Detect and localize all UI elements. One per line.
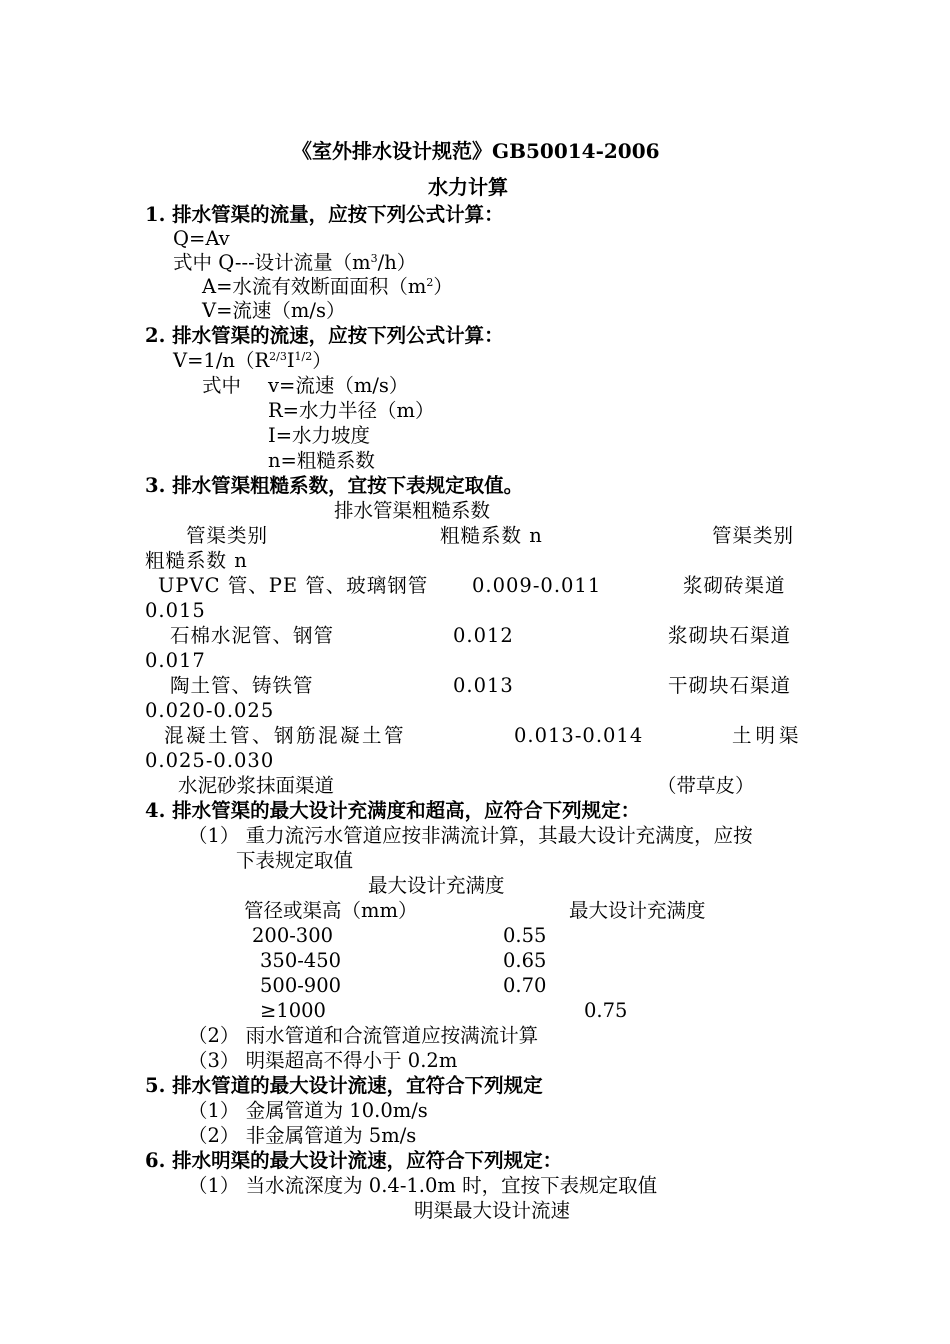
table-header: 粗糙系数 n bbox=[440, 524, 543, 547]
table-cell: 0.75 bbox=[584, 999, 628, 1022]
section-1-def-q: 式中 Q---设计流量$(m^3/h)$ bbox=[173, 251, 417, 274]
table-cell: 0.012 bbox=[453, 624, 514, 647]
table-cell: UPVC 管、PE 管、玻璃钢管 bbox=[158, 574, 429, 597]
section-5-heading: 5. 排水管道的最大设计流速，宜符合下列规定 bbox=[145, 1074, 543, 1097]
section-4-heading: 4. 排水管渠的最大设计充满度和超高，应符合下列规定： bbox=[145, 799, 641, 822]
section-6-heading: 6. 排水明渠的最大设计流速，应符合下列规定： bbox=[145, 1149, 563, 1172]
fullness-table-title: 最大设计充满度 bbox=[368, 874, 505, 897]
table-cell: 0.017 bbox=[145, 649, 206, 672]
table-cell: 350-450 bbox=[260, 949, 342, 972]
table-cell: 0.013-0.014 bbox=[514, 724, 644, 747]
table-cell: 500-900 bbox=[260, 974, 342, 997]
section-4-item-2: （2） 雨水管道和合流管道应按满流计算 bbox=[188, 1024, 539, 1047]
document-title: 《室外排水设计规范》GB50014-2006 bbox=[292, 139, 660, 163]
section-4-item-3: （3） 明渠超高不得小于 0.2m bbox=[188, 1049, 458, 1072]
table-cell: ≥1000 bbox=[260, 999, 326, 1022]
roughness-table-title: 排水管渠粗糙系数 bbox=[334, 499, 491, 522]
table-cell: 0.55 bbox=[503, 924, 547, 947]
section-2-heading: 2. 排水管渠的流速，应按下列公式计算： bbox=[145, 324, 504, 347]
section-2-def-i: I=水力坡度 bbox=[268, 424, 371, 447]
section-2-def-n: n=粗糙系数 bbox=[268, 449, 375, 472]
table-cell: 干砌块石渠道 bbox=[668, 674, 792, 697]
table-cell: 土明渠 bbox=[732, 724, 803, 747]
table-cell: 陶土管、铸铁管 bbox=[170, 674, 314, 697]
section-2-def-r: R=水力半径（m） bbox=[268, 399, 435, 422]
table-cell: 0.015 bbox=[145, 599, 206, 622]
section-6-item-1: （1） 当水流深度为 0.4-1.0m 时，宜按下表规定取值 bbox=[188, 1174, 658, 1197]
table-cell: 0.70 bbox=[503, 974, 547, 997]
table-header: 最大设计充满度 bbox=[569, 899, 706, 922]
table-header: 管渠类别 bbox=[186, 524, 269, 547]
section-1-def-a: A=水流有效断面面积$(m^2)$ bbox=[202, 275, 453, 298]
table-header: 粗糙系数 n bbox=[145, 549, 248, 572]
section-2-def-label: 式中 bbox=[202, 374, 242, 397]
table-cell: 混凝土管、钢筋混凝土管 bbox=[164, 724, 407, 747]
table-cell: 0.020-0.025 bbox=[145, 699, 275, 722]
section-5-item-2: （2） 非金属管道为 5m/s bbox=[188, 1124, 417, 1147]
table-cell: 0.65 bbox=[503, 949, 547, 972]
table-cell: 浆砌块石渠道 bbox=[668, 624, 792, 647]
section-4-item-1-cont: 下表规定取值 bbox=[236, 849, 354, 872]
table-cell: 水泥砂浆抹面渠道 bbox=[178, 774, 335, 797]
table-header: 管径或渠高（mm） bbox=[244, 899, 418, 922]
table-cell: 0.025-0.030 bbox=[145, 749, 275, 772]
table-header: 管渠类别 bbox=[712, 524, 795, 547]
section-1-def-v: V=流速（m/s） bbox=[202, 299, 346, 322]
section-5-item-1: （1） 金属管道为 10.0m/s bbox=[188, 1099, 428, 1122]
channel-velocity-table-title: 明渠最大设计流速 bbox=[414, 1199, 571, 1222]
table-cell: （带草皮） bbox=[657, 774, 755, 797]
table-cell: 石棉水泥管、钢管 bbox=[170, 624, 335, 647]
section-1-heading: 1. 排水管渠的流量，应按下列公式计算： bbox=[145, 203, 504, 226]
document-subtitle: 水力计算 bbox=[428, 175, 508, 199]
section-1-formula: Q=Av bbox=[173, 227, 230, 250]
section-3-heading: 3. 排水管渠粗糙系数，宜按下表规定取值。 bbox=[145, 474, 524, 497]
section-2-def-v: v=流速（m/s） bbox=[268, 374, 409, 397]
table-cell: 0.013 bbox=[453, 674, 514, 697]
table-cell: 0.009-0.011 bbox=[472, 574, 602, 597]
section-2-formula: $V=1/n(R^{2/3}I^{1/2})$ bbox=[173, 349, 332, 372]
section-4-item-1: （1） 重力流污水管道应按非满流计算，其最大设计充满度，应按 bbox=[188, 824, 753, 847]
table-cell: 200-300 bbox=[252, 924, 334, 947]
table-cell: 浆砌砖渠道 bbox=[683, 574, 786, 597]
